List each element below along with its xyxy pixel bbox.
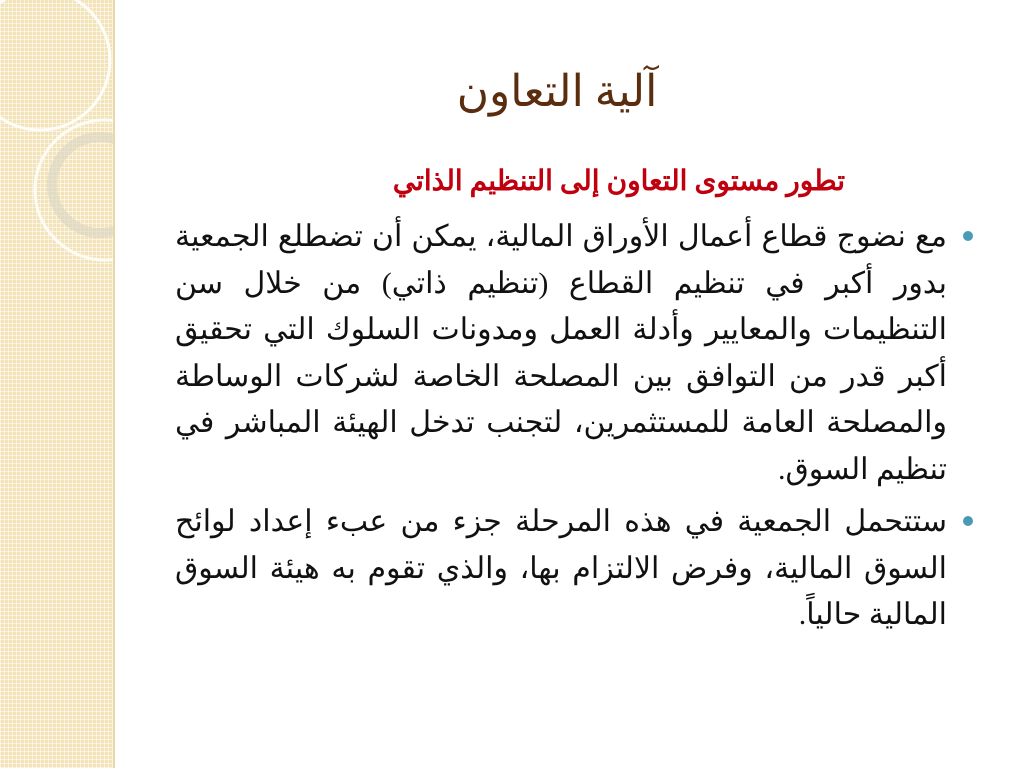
side-band-edge bbox=[113, 0, 115, 768]
slide-subtitle: تطور مستوى التعاون إلى التنظيم الذاتي bbox=[392, 166, 845, 197]
decorative-circles bbox=[0, 0, 113, 300]
slide-title: آلية التعاون bbox=[456, 67, 658, 116]
bullet-dot-icon bbox=[963, 231, 973, 241]
bullet-dot-icon bbox=[963, 516, 973, 526]
bullet-item bbox=[175, 214, 975, 493]
bullet-text: مع نضوج قطاع أعمال الأوراق المالية، يمكن أن تضطلع الجمعية بدور أكبر في تنظيم القطاع (تنظيم ذاتي) من خلال سن التنظيمات والمعايير وأدلة العمل ومدونات السلوك التي تحقيق أكبر قدر من التوافق بين المصلحة الخاصة لشركات الوساطة والمصلحة العامة للمستثمرين، لتجنب تدخل الهيئة المباشر في تنظيم السوق. bbox=[175, 220, 947, 486]
decorative-side-band bbox=[0, 0, 113, 768]
bullet-text: ستتحمل الجمعية في هذه المرحلة جزء من عبء إعداد لوائح السوق المالية، وفرض الالتزام بها، والذي تقوم به هيئة السوق المالية حالياً. bbox=[175, 505, 948, 631]
slide-content bbox=[175, 160, 975, 645]
bullet-item bbox=[175, 499, 975, 639]
bullet-list bbox=[175, 214, 975, 639]
